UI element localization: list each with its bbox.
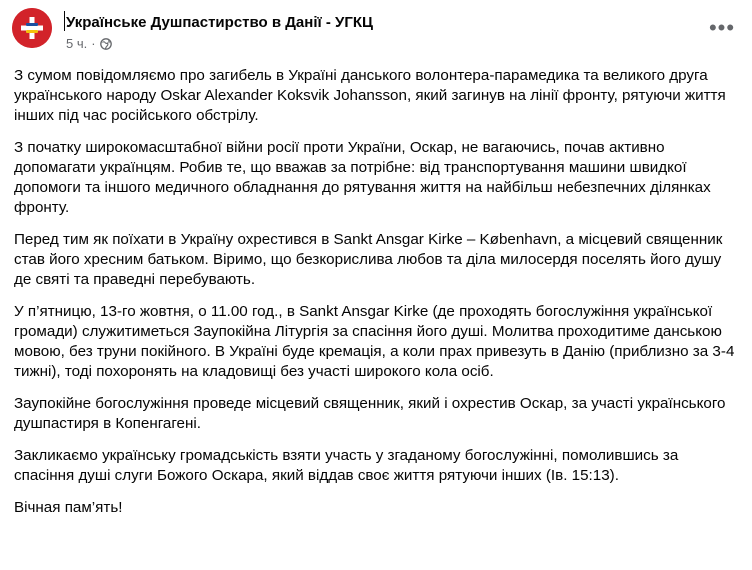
globe-icon [100, 38, 112, 50]
page-avatar[interactable] [12, 8, 52, 48]
page-name-link[interactable]: Українське Душпастирство в Данії - УГКЦ [66, 14, 374, 31]
post-paragraph: У п’ятницю, 13-го жовтня, о 11.00 год., в Sankt Ansgar Kirke (де проходять богослужіння української громади) служитиметься Заупокійна Літургія за спасіння його душі. Молитва проходитиме данською мовою, без труни покійного. В Україні буде кремація, а коли прах привезуть в Данію (приблизно за 3-4 тижні), тоді похоронять на кладовищі без участі широкого кола осіб. [14, 303, 735, 380]
post-body [14, 66, 739, 530]
post-header [12, 8, 740, 58]
post-paragraph: Закликаємо українську громадськість взяти участь у згаданому богослужінні, помолившись за спасіння душі слуги Божого Оскара, який віддав своє життя рятуючи інших (Ів. 15:13). [14, 447, 679, 484]
post-paragraph: З початку широкомасштабної війни росії проти України, Оскар, не вагаючись, почав активно допомагати українцям. Робив те, що вважав за потрібне: від транспортування машини швидкої допомоги та іншого медичного обладнання до рятування життя на найбільш небезпечних ділянках фронту. [14, 139, 711, 216]
more-horizontal-icon: ••• [708, 15, 736, 40]
avatar-logo [12, 8, 52, 48]
post-paragraph: Вічная пам’ять! [14, 499, 123, 516]
post-paragraph: Заупокійне богослужіння проведе місцевий священник, який і охрестив Оскар, за участі українського душпастиря в Копенгагені. [14, 395, 726, 432]
meta-separator: · [91, 36, 96, 51]
post-timestamp[interactable]: 5 ч. [66, 36, 88, 51]
post-options-button[interactable] [704, 14, 740, 50]
post-meta [66, 36, 112, 51]
text-cursor [64, 11, 65, 31]
post-paragraph: Перед тим як поїхати в Україну охрестився в Sankt Ansgar Kirke – København, а місцевий священник став його хресним батьком. Віримо, що безкорислива любов та діла милосердя поселять його душу де святі та праведні перебувають. [14, 231, 723, 288]
post-paragraph: З сумом повідомляємо про загибель в Україні данського волонтера-парамедика та великого друга українського народу Oskar Alexander Koksvik Johansson, який загинув на лінії фронту, рятуючи життя інших під час російського обстрілу. [14, 67, 726, 124]
